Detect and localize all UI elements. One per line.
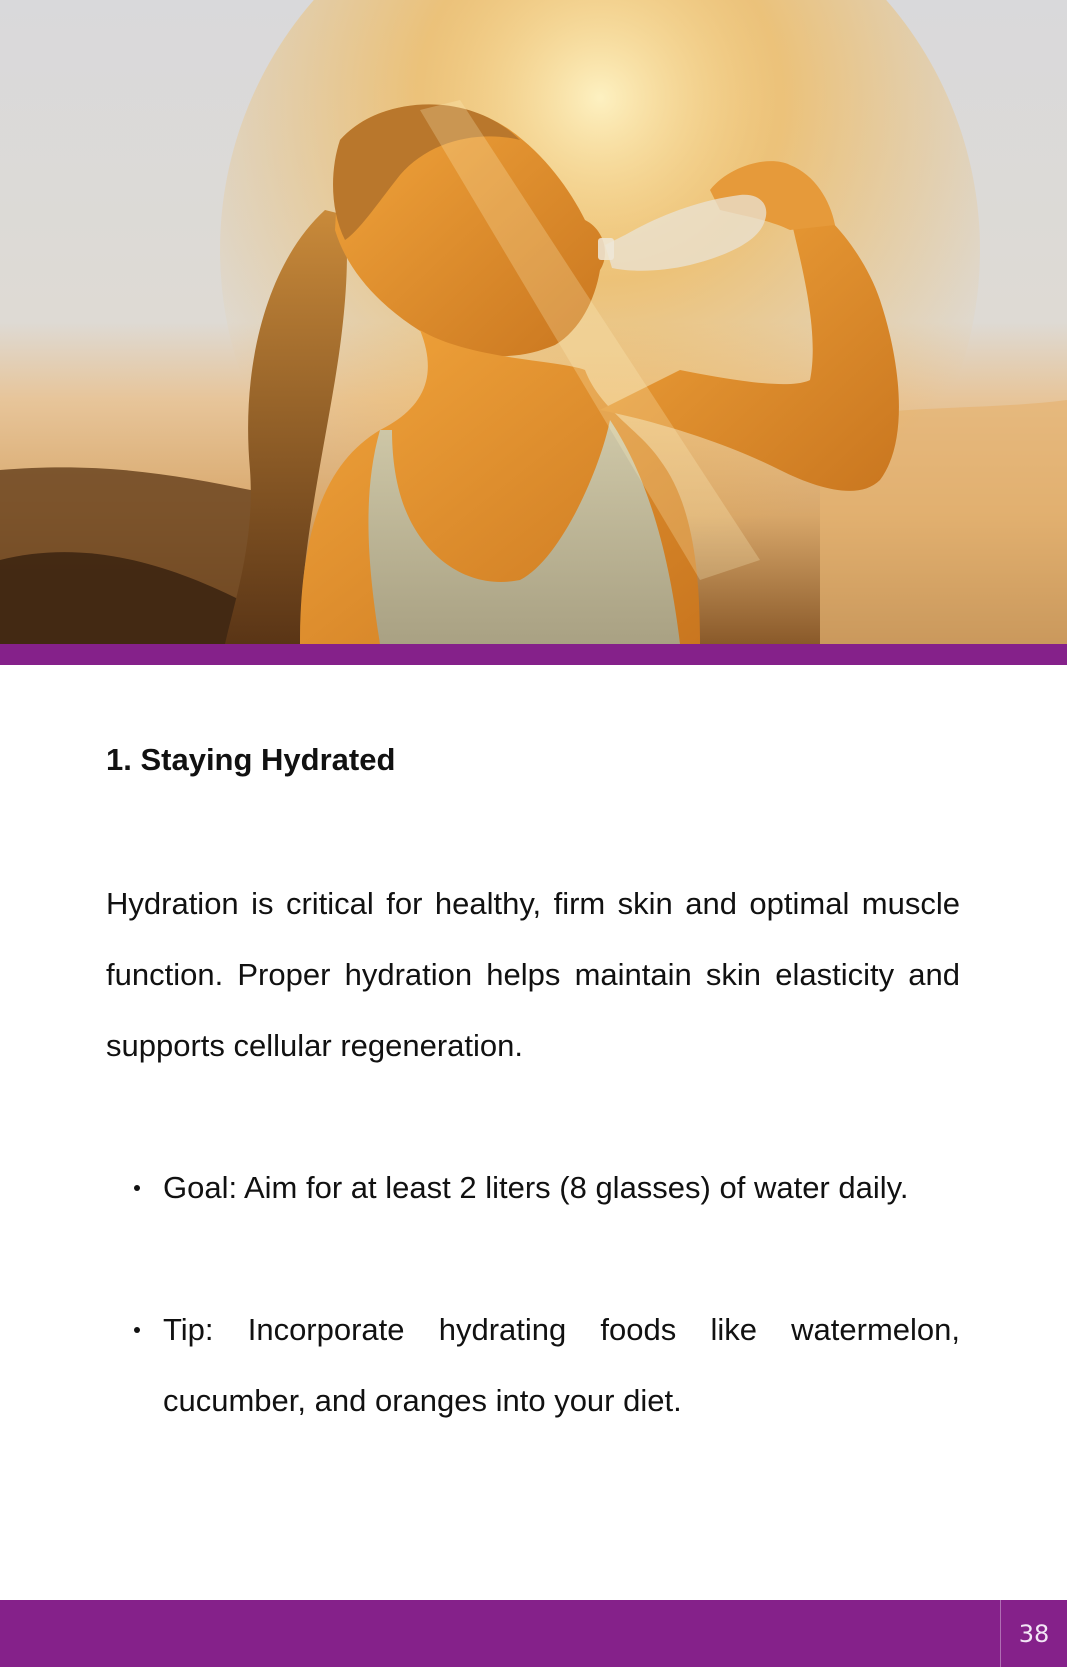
list-item bbox=[106, 1152, 960, 1223]
section-heading: 1. Staying Hydrated bbox=[106, 742, 396, 777]
list-item bbox=[106, 1294, 960, 1436]
bullet-text: Tip: Incorporate hydrating foods like watermelon, cucumber, and oranges into your diet. bbox=[163, 1312, 960, 1418]
page-number: 38 bbox=[1000, 1600, 1067, 1667]
content-section bbox=[106, 735, 960, 1436]
woman-drinking-water-photo bbox=[0, 0, 1067, 644]
bullet-icon bbox=[134, 1185, 140, 1191]
hero-image bbox=[0, 0, 1067, 644]
footer-bar bbox=[0, 1600, 1067, 1667]
accent-bar bbox=[0, 644, 1067, 665]
bullet-text: Goal: Aim for at least 2 liters (8 glasses) of water daily. bbox=[163, 1170, 909, 1205]
bullet-icon bbox=[134, 1327, 140, 1333]
bullet-list bbox=[106, 1152, 960, 1436]
section-paragraph: Hydration is critical for healthy, firm skin and optimal muscle function. Proper hydration helps maintain skin elasticity and supports cellular regeneration. bbox=[106, 886, 960, 1063]
